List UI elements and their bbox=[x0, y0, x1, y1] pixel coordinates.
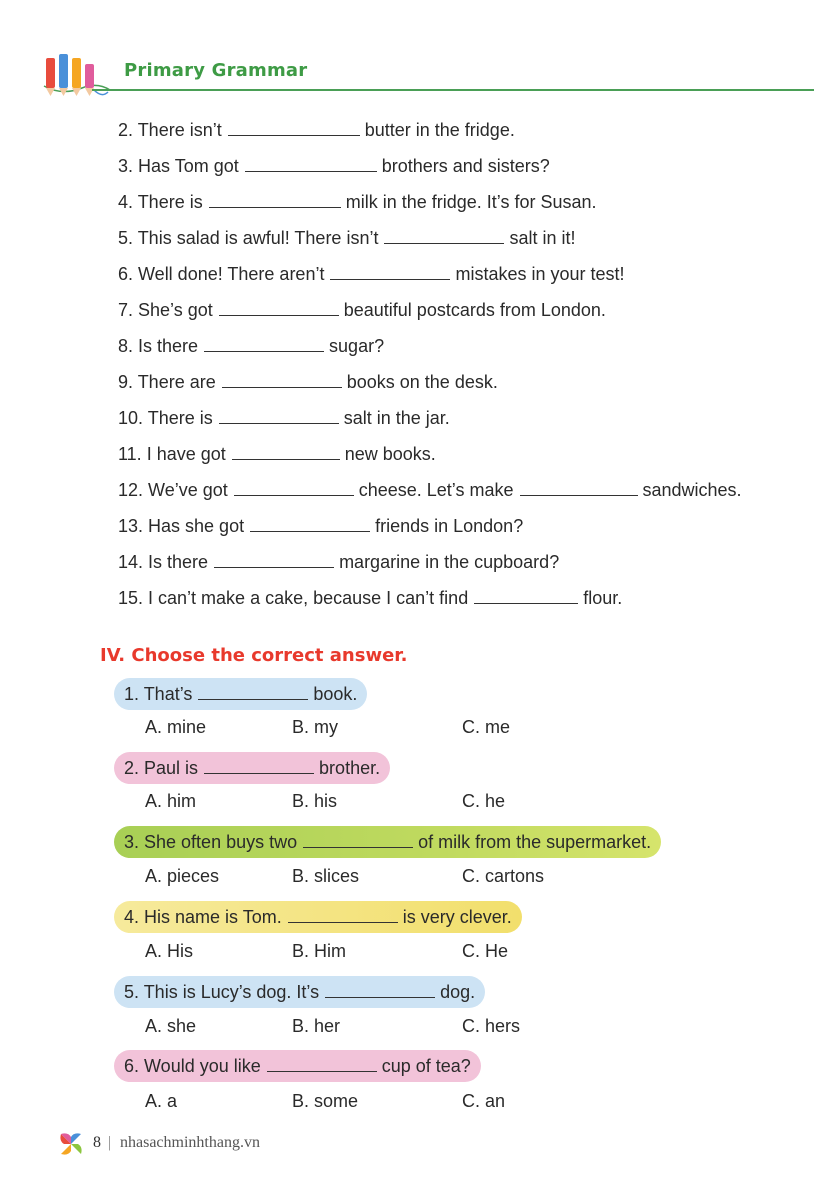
header-divider bbox=[92, 89, 814, 91]
option-c[interactable]: C. cartons bbox=[462, 866, 545, 886]
fill-item: 15. I can’t make a cake, because I can’t find flour. bbox=[118, 585, 622, 610]
answer-blank[interactable] bbox=[384, 225, 504, 244]
answer-blank[interactable] bbox=[204, 333, 324, 352]
fill-item: 8. Is there sugar? bbox=[118, 333, 384, 358]
fill-item: 13. Has she got friends in London? bbox=[118, 513, 523, 538]
answer-blank[interactable] bbox=[267, 1053, 377, 1072]
answer-blank[interactable] bbox=[250, 513, 370, 532]
fill-item: 4. There is milk in the fridge. It’s for Susan. bbox=[118, 189, 597, 214]
section-heading: IV. Choose the correct answer. bbox=[100, 645, 408, 666]
option-b[interactable]: B. my bbox=[292, 717, 339, 737]
option-b[interactable]: B. her bbox=[292, 1016, 341, 1036]
answer-blank[interactable] bbox=[219, 297, 339, 316]
fill-item: 12. We’ve got cheese. Let’s make sandwiches. bbox=[118, 477, 742, 502]
fill-item: 5. This salad is awful! There isn’t salt in it! bbox=[118, 225, 576, 250]
answer-blank[interactable] bbox=[222, 369, 342, 388]
publisher-logo-icon bbox=[58, 1131, 84, 1157]
fill-item: 2. There isn’t butter in the fridge. bbox=[118, 117, 515, 142]
answer-blank[interactable] bbox=[234, 477, 354, 496]
fill-item: 11. I have got new books. bbox=[118, 441, 436, 466]
option-b[interactable]: B. slices bbox=[292, 866, 360, 886]
option-a[interactable]: A. him bbox=[145, 791, 197, 811]
question-2: 2. Paul is brother. bbox=[114, 752, 390, 784]
option-b[interactable]: B. his bbox=[292, 791, 338, 811]
fill-item: 7. She’s got beautiful postcards from London. bbox=[118, 297, 606, 322]
option-a[interactable]: A. she bbox=[145, 1016, 197, 1036]
fill-item: 6. Well done! There aren’t mistakes in your test! bbox=[118, 261, 625, 286]
answer-blank[interactable] bbox=[245, 153, 377, 172]
answer-blank[interactable] bbox=[288, 904, 398, 923]
answer-blank[interactable] bbox=[325, 979, 435, 998]
answer-blank[interactable] bbox=[474, 585, 578, 604]
answer-blank[interactable] bbox=[232, 441, 340, 460]
answer-blank[interactable] bbox=[209, 189, 341, 208]
option-c[interactable]: C. he bbox=[462, 791, 506, 811]
option-a[interactable]: A. a bbox=[145, 1091, 178, 1111]
answer-blank[interactable] bbox=[204, 755, 314, 774]
option-a[interactable]: A. His bbox=[145, 941, 194, 961]
option-a[interactable]: A. pieces bbox=[145, 866, 220, 886]
question-3: 3. She often buys two of milk from the supermarket. bbox=[114, 826, 661, 858]
option-b[interactable]: B. some bbox=[292, 1091, 359, 1111]
question-4: 4. His name is Tom. is very clever. bbox=[114, 901, 522, 933]
option-a[interactable]: A. mine bbox=[145, 717, 207, 737]
fill-item: 10. There is salt in the jar. bbox=[118, 405, 450, 430]
answer-blank[interactable] bbox=[520, 477, 638, 496]
answer-blank[interactable] bbox=[228, 117, 360, 136]
answer-blank[interactable] bbox=[214, 549, 334, 568]
option-c[interactable]: C. an bbox=[462, 1091, 506, 1111]
answer-blank[interactable] bbox=[330, 261, 450, 280]
question-5: 5. This is Lucy’s dog. It’s dog. bbox=[114, 976, 485, 1008]
question-1: 1. That’s book. bbox=[114, 678, 367, 710]
footer-website: nhasachminhthang.vn bbox=[120, 1134, 260, 1151]
page-header-title: Primary Grammar bbox=[124, 60, 308, 81]
pencils-logo-icon bbox=[42, 46, 112, 106]
answer-blank[interactable] bbox=[219, 405, 339, 424]
question-6: 6. Would you like cup of tea? bbox=[114, 1050, 481, 1082]
option-b[interactable]: B. Him bbox=[292, 941, 346, 961]
answer-blank[interactable] bbox=[303, 829, 413, 848]
fill-item: 14. Is there margarine in the cupboard? bbox=[118, 549, 559, 574]
option-c[interactable]: C. He bbox=[462, 941, 509, 961]
answer-blank[interactable] bbox=[198, 681, 308, 700]
fill-item: 3. Has Tom got brothers and sisters? bbox=[118, 153, 550, 178]
option-c[interactable]: C. me bbox=[462, 717, 511, 737]
fill-item: 9. There are books on the desk. bbox=[118, 369, 498, 394]
option-c[interactable]: C. hers bbox=[462, 1016, 521, 1036]
footer-separator: | bbox=[108, 1134, 112, 1151]
page-number: 8 bbox=[93, 1134, 101, 1151]
